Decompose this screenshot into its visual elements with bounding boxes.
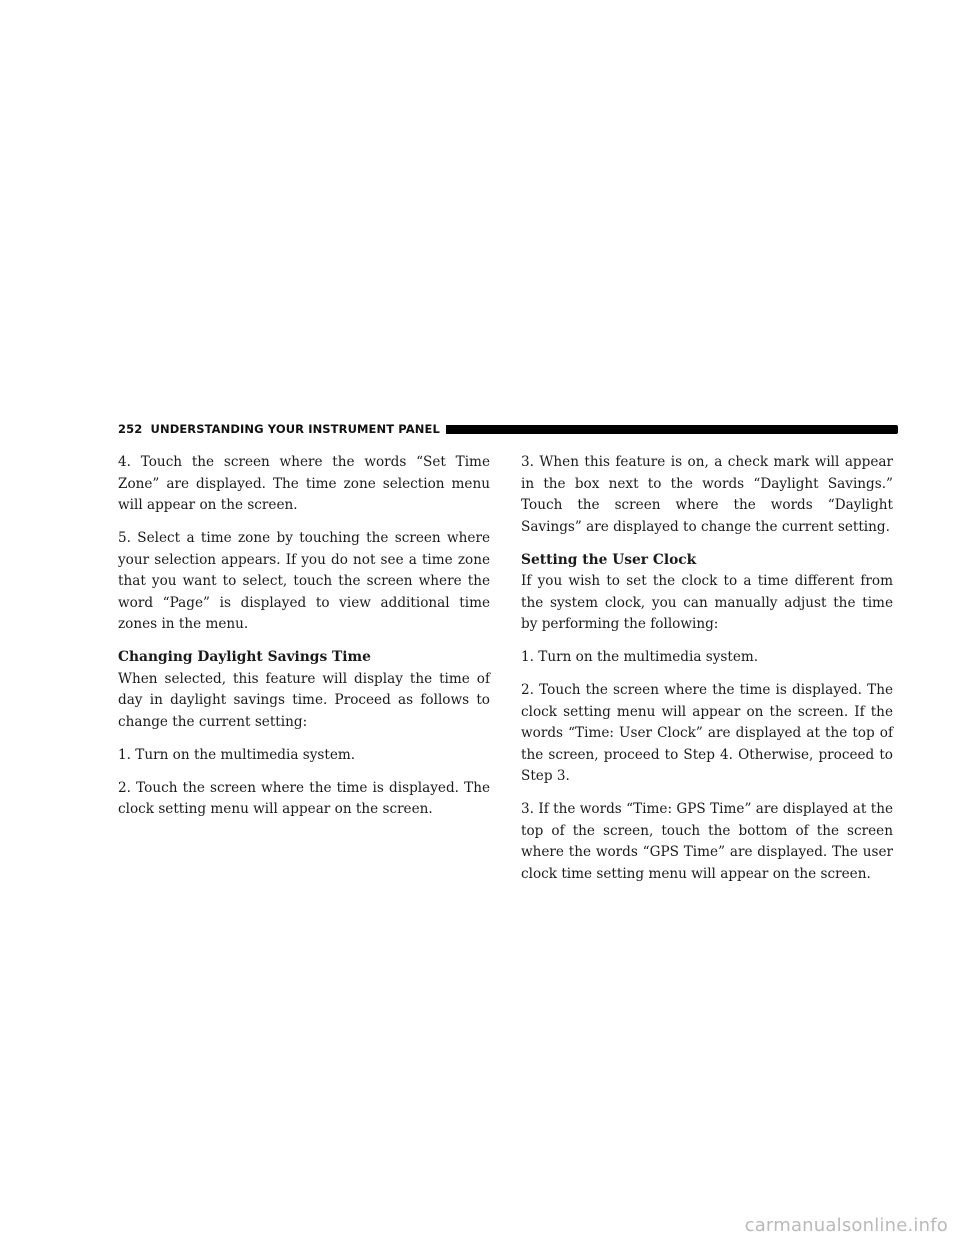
paragraph: 5. Select a time zone by touching the screen where your selection appears. If you do not see a time zone that you want to select, touch the screen where the word “Page” is displayed to view additional time zones in the menu.: [118, 530, 490, 632]
page-number: 252: [118, 422, 143, 436]
header-rule-bar: [446, 425, 898, 434]
left-column: [118, 452, 490, 832]
paragraph: 1. Turn on the multimedia system.: [521, 649, 759, 665]
page-header-text: [118, 422, 440, 436]
paragraph: 2. Touch the screen where the time is displayed. The clock setting menu will appear on the screen.: [118, 779, 490, 817]
paragraph: If you wish to set the clock to a time different from the system clock, you can manually adjust the time by performing the following:: [521, 573, 893, 632]
paragraph: 1. Turn on the multimedia system.: [118, 746, 356, 763]
page-header: [118, 421, 898, 437]
paragraph: 2. Touch the screen where the time is displayed. The clock setting menu will appear on the screen. If the words “Time: User Clock” are displayed at the top of the screen, proceed to Step 4. Otherwise, proceed to Step 3.: [521, 682, 893, 784]
paragraph: 3. When this feature is on, a check mark will appear in the box next to the words “Daylight Savings.” Touch the screen where the words “Daylight Savings” are displayed to change the current setting.: [521, 454, 893, 535]
paragraph: 4. Touch the screen where the words “Set Time Zone” are displayed. The time zone selection menu will appear on the screen.: [118, 454, 490, 513]
paragraph: 3. If the words “Time: GPS Time” are displayed at the top of the screen, touch the bottom of the screen where the words “GPS Time” are displayed. The user clock time setting menu will appear on the screen.: [521, 801, 893, 882]
section-heading: Setting the User Clock: [521, 551, 697, 568]
right-column: [521, 452, 893, 897]
section-heading: Changing Daylight Savings Time: [118, 649, 371, 665]
watermark-link[interactable]: carmanualsonline.info: [744, 1215, 948, 1236]
section-title: UNDERSTANDING YOUR INSTRUMENT PANEL: [150, 422, 440, 436]
paragraph: When selected, this feature will display the time of day in daylight savings time. Proceed as follows to change the current setting:: [118, 670, 490, 730]
